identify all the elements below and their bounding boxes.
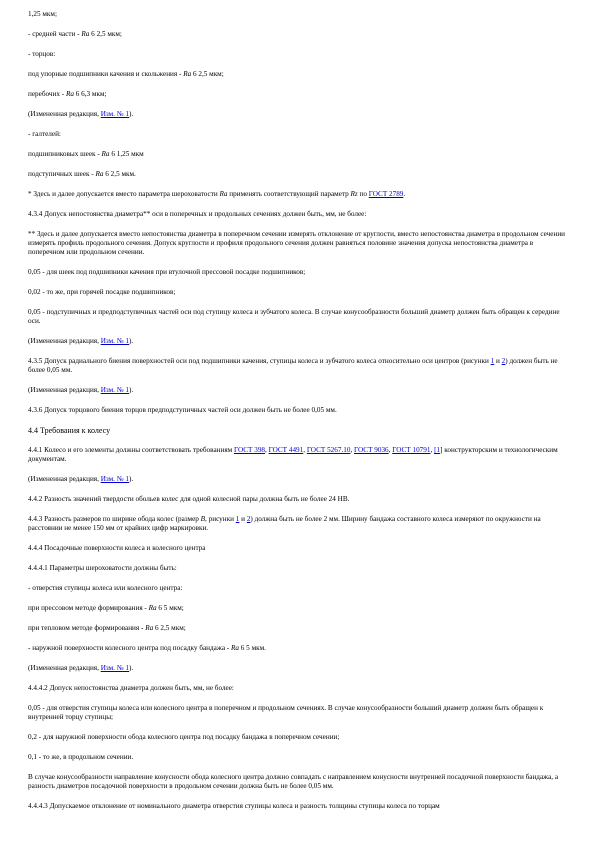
text-run: 0,05 - подступичных и предподступичных частей оси под ступицу колеса и зубчатого колеса. В случае конусообразности больший диаметр должен быть обращен к середине оси. [28, 308, 560, 325]
italic-symbol: Ra [81, 30, 90, 38]
paragraph [28, 584, 568, 593]
text-run: ). [129, 337, 134, 345]
italic-symbol: Ra [231, 644, 239, 652]
italic-symbol: Ra [148, 604, 157, 612]
text-run: при тепловом методе формирования - [28, 624, 146, 632]
document-link[interactable]: ГОСТ 398 [233, 446, 266, 454]
paragraph [28, 268, 568, 277]
paragraph [28, 406, 568, 415]
text-run: подступичных шеек - [28, 170, 96, 178]
paragraph [28, 230, 568, 257]
paragraph [28, 288, 568, 297]
text-run: , [350, 446, 355, 454]
document-link[interactable]: ГОСТ 10791 [392, 446, 431, 454]
italic-symbol: Rz [350, 190, 358, 198]
text-run: 4.4.4 Посадочные поверхности колеса и колесного центра [28, 544, 206, 552]
document-link[interactable]: Изм. № 1 [100, 475, 130, 483]
paragraph [28, 90, 568, 99]
text-run: ) должна быть не более 2 мм. Ширину бандажа составного колеса измеряют по окружности на расстоянии не менее 150 мм от крайних цифр маркировки. [28, 515, 541, 532]
document-link[interactable]: Изм. № 1 [100, 386, 130, 394]
paragraph [28, 773, 568, 791]
text-run: 0,05 - для отверстия ступицы колеса или колесного центра в поперечном и продольном сечениях. В случае конусообразности больший диаметр должен быть обращен к внутренней торцу ступицы; [28, 704, 544, 721]
text-run: ** Здесь и далее допускается вместо непостоянства диаметра в поперечном сечении измерять отклонение от круглости, вместо непостоянства диаметра в продольном сечении измерять профиль продольного сечения. Допуск круглости и профиля продольного сечения должен равняться половине значения допуска непостоянства диаметра в поперечном или продольном сечении. [28, 230, 566, 256]
text-run: 4.4.3 Разность размеров по ширине обода колес (размер [28, 515, 201, 523]
text-run: , [430, 446, 435, 454]
text-run: по [357, 190, 369, 198]
paragraph [28, 150, 568, 159]
text-run: - наружной поверхности колесного центра под посадку бандажа - [28, 644, 231, 652]
paragraph [28, 130, 568, 139]
paragraph [28, 446, 568, 464]
text-run: ). [129, 110, 134, 118]
text-run: и [239, 515, 247, 523]
paragraph [28, 495, 568, 504]
text-run: при прессовом методе формирования - [28, 604, 149, 612]
text-run: , [303, 446, 307, 454]
text-run: - средней части - [28, 30, 82, 38]
paragraph [28, 753, 568, 762]
text-run: ). [129, 664, 134, 672]
italic-symbol: Ra [95, 170, 104, 178]
text-run: 0,02 - то же, при горячей посадке подшипников; [28, 288, 176, 296]
text-run: ) должен быть не более 0,05 мм. [28, 357, 558, 374]
text-run: 4.4.2 Разность значений твердости обольев колес для одной колесной пары должна быть не более 24 НВ. [28, 495, 350, 503]
text-run: , рисунки [205, 515, 236, 523]
paragraph [28, 190, 568, 199]
text-run: 4.4.4.2 Допуск непостоянства диаметра должен быть, мм, не более: [28, 684, 234, 692]
text-run: - галтелей: [28, 130, 61, 138]
document-link[interactable]: ГОСТ 5267.10 [306, 446, 351, 454]
paragraph [28, 733, 568, 742]
text-run: перебочих - [28, 90, 66, 98]
text-run: 4.4.1 Колесо и его элементы должны соответствовать требованиям [28, 446, 234, 454]
text-run: * Здесь и далее допускается вместо параметра шероховатости [28, 190, 220, 198]
paragraph [28, 564, 568, 573]
paragraph [28, 704, 568, 722]
text-run: 4.4.4.1 Параметры шероховатости должны быть: [28, 564, 177, 572]
document-body [28, 10, 568, 822]
text-run: - отверстия ступицы колеса или колесного центра: [28, 584, 183, 592]
paragraph [28, 544, 568, 553]
text-run: . [403, 190, 406, 198]
text-run: 6 6,3 мкм; [73, 90, 107, 98]
italic-symbol: Ra [101, 150, 110, 158]
paragraph [28, 386, 568, 395]
document-link[interactable]: ГОСТ 4491 [268, 446, 304, 454]
text-run: подшипниковых шеек - [28, 150, 102, 158]
text-run: применять соответствующий параметр [227, 190, 351, 198]
paragraph [28, 357, 568, 375]
paragraph [28, 624, 568, 633]
paragraph [28, 475, 568, 484]
italic-symbol: Ra [183, 70, 192, 78]
text-run: В случае конусообразности направление конусности обода колесного центра должно совпадать с направлением конусности внутренней посадочной поверхности бандажа, а разность диаметров посадочной поверхности в продольном сечении должна быть не более 0,05 мм. [28, 773, 559, 790]
section-heading [28, 426, 568, 435]
paragraph [28, 50, 568, 59]
document-link[interactable]: 2 [501, 357, 506, 365]
text-run: 0,2 - для наружной поверхности обода колесного центра под посадку бандажа в поперечном сечении; [28, 733, 340, 741]
text-run: (Измененная редакция, [28, 386, 101, 394]
text-run: 6 2,5 мкм; [191, 70, 224, 78]
italic-symbol: Ra [145, 624, 154, 632]
text-run: , [388, 446, 393, 454]
text-run: 1,25 мкм; [28, 10, 57, 18]
text-run: (Измененная редакция, [28, 337, 101, 345]
document-link[interactable]: 2 [246, 515, 251, 523]
italic-symbol: Ra [219, 190, 228, 198]
paragraph [28, 684, 568, 693]
document-link[interactable]: ГОСТ 2789 [368, 190, 404, 198]
text-run: 6 2,5 мкм. [103, 170, 136, 178]
text-run: ). [129, 475, 134, 483]
text-run: 6 5 мкм. [238, 644, 266, 652]
text-run: 6 5 мкм; [156, 604, 184, 612]
paragraph [28, 70, 568, 79]
text-run: - торцов: [28, 50, 56, 58]
text-run: (Измененная редакция, [28, 110, 101, 118]
paragraph [28, 210, 568, 219]
text-run: ] конструкторским и технологическим документам. [28, 446, 558, 463]
text-run: 6 2,5 мкм; [153, 624, 186, 632]
paragraph [28, 644, 568, 653]
text-run: ). [129, 386, 134, 394]
document-link[interactable]: Изм. № 1 [100, 664, 130, 672]
italic-symbol: B [200, 515, 206, 523]
text-run: 4.3.4 Допуск непостоянства диаметра** оси в поперечных и продольных сечениях должен быть, мм, не более: [28, 210, 367, 218]
document-link[interactable]: 1 [235, 515, 240, 523]
text-run: 0,05 - для шеек под подшипники качения при втулочной прессовой посадке подшипников; [28, 268, 306, 276]
paragraph [28, 664, 568, 673]
paragraph [28, 337, 568, 346]
text-run: 6 2,5 мкм; [89, 30, 122, 38]
document-link[interactable]: Изм. № 1 [100, 110, 130, 118]
text-run: 0,1 - то же, в продольном сечении. [28, 753, 134, 761]
paragraph [28, 515, 568, 533]
paragraph [28, 110, 568, 119]
text-run: 6 1,25 мкм [109, 150, 144, 158]
text-run: 4.3.5 Допуск радиального биения поверхностей оси под подшипники качения, ступицы колеса и зубчатого колеса относительно оси центров (рисунки [28, 357, 491, 365]
document-link[interactable]: [1 [434, 446, 441, 454]
italic-symbol: Ra [65, 90, 74, 98]
text-run: 4.4 Требования к колесу [28, 426, 111, 435]
paragraph [28, 10, 568, 19]
text-run: 4.3.6 Допуск торцового биения торцов предподступичных частей оси должен быть не более 0,05 мм. [28, 406, 337, 414]
paragraph [28, 170, 568, 179]
text-run: (Измененная редакция, [28, 475, 101, 483]
text-run: (Измененная редакция, [28, 664, 101, 672]
text-run: 4.4.4.3 Допускаемое отклонение от номинального диаметра отверстия ступицы колеса и разность толщины ступицы колеса по торцам [28, 802, 440, 810]
document-link[interactable]: Изм. № 1 [100, 337, 130, 345]
paragraph [28, 604, 568, 613]
paragraph [28, 308, 568, 326]
document-link[interactable]: ГОСТ 9036 [354, 446, 389, 454]
text-run: , [265, 446, 269, 454]
paragraph [28, 802, 568, 811]
document-link[interactable]: 1 [490, 357, 495, 365]
text-run: и [494, 357, 502, 365]
text-run: под упорные подшипники качения и скольжения - [28, 70, 184, 78]
paragraph [28, 30, 568, 39]
